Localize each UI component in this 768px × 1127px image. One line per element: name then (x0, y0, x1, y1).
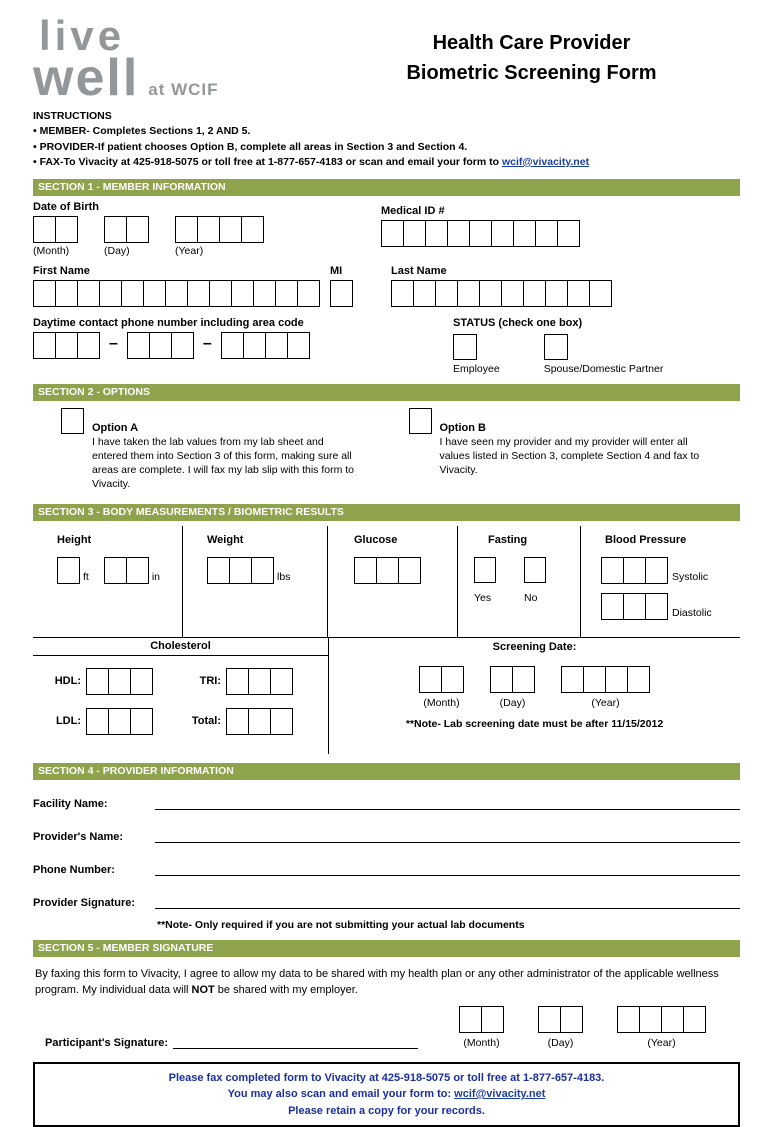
screening-year-label: (Year) (591, 696, 620, 709)
input-cell[interactable] (130, 668, 153, 695)
input-cell[interactable] (243, 332, 266, 359)
dob-day-group (104, 213, 149, 257)
instruction-fax (33, 155, 740, 170)
last-name-cells[interactable] (391, 280, 612, 307)
diastolic-label: Diastolic (672, 606, 712, 619)
height-column (33, 526, 183, 637)
weight-label: Weight (207, 533, 244, 546)
fasting-no-label: No (524, 591, 538, 604)
section2-content (33, 401, 740, 495)
input-cell[interactable] (108, 708, 131, 735)
logo-at-wcif: at WCIF (148, 79, 219, 99)
input-cell[interactable] (557, 220, 580, 247)
middle-initial-label: MI (330, 264, 343, 277)
member-day-cells[interactable] (538, 1006, 583, 1033)
section3-bar: SECTION 3 - BODY MEASUREMENTS / BIOMETRIC RESULTS (33, 504, 740, 521)
input-cell[interactable] (560, 1006, 583, 1033)
member-agreement-text (35, 966, 738, 999)
input-cell[interactable] (441, 666, 464, 693)
input-cell[interactable] (55, 216, 78, 243)
status-option-spouse (544, 334, 664, 375)
screening-day-cells[interactable] (490, 666, 535, 693)
option-a-text: I have taken the lab values from my lab sheet and entered them into Section 3 of this form, making sure all areas are complete. I will fax my lab slip with this form to Vivacity. (92, 435, 355, 491)
fasting-column (458, 526, 581, 637)
input-cell[interactable] (265, 332, 288, 359)
middle-initial-group (330, 265, 353, 309)
medical-id-cells[interactable] (381, 220, 580, 247)
weight-column (183, 526, 328, 637)
glucose-column (328, 526, 458, 637)
input-cell[interactable] (381, 220, 404, 247)
footer-retain-line: Please retain a copy for your records. (288, 1104, 485, 1117)
employee-label: Employee (453, 362, 500, 375)
input-cell[interactable] (270, 668, 293, 695)
logo-word-well: well (33, 48, 140, 107)
input-cell[interactable] (171, 332, 194, 359)
agreement-not: NOT (191, 984, 215, 997)
input-cell[interactable] (535, 220, 558, 247)
blood-pressure-label: Blood Pressure (605, 533, 687, 546)
middle-initial-cells[interactable] (330, 280, 353, 307)
input-cell[interactable] (86, 708, 109, 735)
input-cell[interactable] (253, 280, 276, 307)
dob-medical-row (33, 201, 740, 257)
screening-year-group (561, 663, 650, 709)
status-option-employee (453, 334, 500, 375)
input-cell[interactable] (270, 708, 293, 735)
form-title-line1: Health Care Provider (432, 32, 631, 54)
input-cell[interactable] (231, 280, 254, 307)
phone-number-label: Phone Number: (33, 863, 115, 876)
input-cell[interactable] (567, 280, 590, 307)
input-cell[interactable] (251, 557, 274, 584)
providers-name-line[interactable] (155, 831, 740, 843)
fasting-no-group (524, 557, 546, 604)
glucose-label: Glucose (354, 533, 398, 546)
input-cell[interactable] (99, 280, 122, 307)
first-name-cells[interactable] (33, 280, 320, 307)
fasting-yes-group (474, 557, 496, 604)
status-label: STATUS (check one box) (453, 316, 583, 329)
screening-date-note: **Note- Lab screening date must be after 11/15/2012 (405, 717, 664, 730)
input-cell[interactable] (126, 557, 149, 584)
tri-label: TRI: (199, 675, 221, 688)
hdl-label: HDL: (54, 675, 81, 688)
option-a-checkbox[interactable] (61, 408, 84, 434)
phone-prefix-cells[interactable] (127, 332, 194, 359)
input-cell[interactable] (561, 666, 584, 693)
provider-note: **Note- Only required if you are not submitting your actual lab documents (157, 918, 525, 931)
dob-month-group (33, 213, 78, 257)
member-month-cells[interactable] (459, 1006, 504, 1033)
input-cell[interactable] (55, 332, 78, 359)
input-cell[interactable] (287, 332, 310, 359)
cholesterol-label: Cholesterol (33, 638, 328, 656)
provider-signature-line[interactable] (155, 897, 740, 909)
phone-status-row (33, 317, 740, 375)
tri-cells[interactable] (226, 668, 293, 695)
input-cell[interactable] (219, 216, 242, 243)
member-day-group (538, 1003, 583, 1049)
ft-label: ft (83, 570, 89, 583)
employee-checkbox[interactable] (453, 334, 477, 360)
form-header (33, 10, 740, 107)
input-cell[interactable] (354, 557, 377, 584)
input-cell[interactable] (419, 666, 442, 693)
input-cell[interactable] (413, 280, 436, 307)
input-cell[interactable] (187, 280, 210, 307)
screening-date-label: Screening Date: (492, 640, 577, 653)
instruction-fax-text: • FAX-To Vivacity at 425-918-5075 or toll free at 1-877-657-4183 or scan and email your form to (33, 155, 502, 168)
dob-year-label: (Year) (175, 244, 204, 257)
diastolic-cells[interactable] (601, 593, 668, 620)
section1-bar: SECTION 1 - MEMBER INFORMATION (33, 179, 740, 196)
input-cell[interactable] (229, 557, 252, 584)
input-cell[interactable] (403, 220, 426, 247)
input-cell[interactable] (165, 280, 188, 307)
input-cell[interactable] (221, 332, 244, 359)
input-cell[interactable] (209, 280, 232, 307)
input-cell[interactable] (330, 280, 353, 307)
total-label: Total: (191, 715, 221, 728)
input-cell[interactable] (645, 593, 668, 620)
phone-dash: – (109, 334, 118, 352)
option-a-label: Option A (92, 421, 139, 434)
input-cell[interactable] (55, 280, 78, 307)
input-cell[interactable] (226, 708, 249, 735)
first-name-label: First Name (33, 264, 90, 277)
member-day-label: (Day) (547, 1036, 574, 1049)
in-label: in (151, 570, 161, 583)
section3-content (33, 526, 740, 754)
instructions (33, 109, 740, 170)
medical-id-group (381, 205, 580, 249)
option-b-text: I have seen my provider and my provider will enter all values listed in Section 3, complete Section 4 and fax to Vivacity. (439, 435, 700, 477)
screening-month-group (419, 663, 464, 709)
height-label: Height (57, 533, 92, 546)
first-name-group (33, 265, 320, 309)
fasting-no-checkbox[interactable] (524, 557, 546, 583)
livewell-logo (33, 10, 323, 107)
input-cell[interactable] (241, 216, 264, 243)
blood-pressure-column (581, 526, 740, 637)
input-cell[interactable] (77, 332, 100, 359)
input-cell[interactable] (108, 668, 131, 695)
screening-date-panel (329, 638, 740, 754)
screening-day-label: (Day) (499, 696, 526, 709)
cholesterol-panel (33, 638, 329, 754)
dob-year-group (175, 213, 264, 257)
member-year-label: (Year) (647, 1036, 676, 1049)
agreement-post: be shared with my employer. (214, 984, 358, 997)
input-cell[interactable] (86, 668, 109, 695)
input-cell[interactable] (623, 557, 646, 584)
input-cell[interactable] (623, 593, 646, 620)
input-cell[interactable] (469, 220, 492, 247)
participant-signature-line[interactable] (173, 1039, 418, 1049)
input-cell[interactable] (583, 666, 606, 693)
input-cell[interactable] (457, 280, 480, 307)
ldl-cells[interactable] (86, 708, 153, 735)
footer-email-link[interactable]: wcif@vivacity.net (454, 1088, 546, 1101)
provider-signature-label: Provider Signature: (33, 896, 136, 909)
logo-word-live: live (39, 12, 126, 59)
section4-bar: SECTION 4 - PROVIDER INFORMATION (33, 763, 740, 780)
section4-content (33, 780, 740, 931)
option-b-label: Option B (439, 421, 486, 434)
dob-month-cells[interactable] (33, 216, 78, 243)
phone-label: Daytime contact phone number including area code (33, 316, 304, 329)
glucose-cells[interactable] (354, 557, 421, 584)
input-cell[interactable] (297, 280, 320, 307)
input-cell[interactable] (175, 216, 198, 243)
input-cell[interactable] (645, 557, 668, 584)
dob-day-cells[interactable] (104, 216, 149, 243)
input-cell[interactable] (33, 216, 56, 243)
input-cell[interactable] (104, 557, 127, 584)
participant-signature-label: Participant's Signature: (45, 1036, 169, 1049)
fasting-yes-checkbox[interactable] (474, 557, 496, 583)
last-name-group (391, 265, 612, 309)
input-cell[interactable] (523, 280, 546, 307)
screening-month-cells[interactable] (419, 666, 464, 693)
section5-bar: SECTION 5 - MEMBER SIGNATURE (33, 940, 740, 957)
systolic-cells[interactable] (601, 557, 668, 584)
input-cell[interactable] (226, 668, 249, 695)
input-cell[interactable] (376, 557, 399, 584)
input-cell[interactable] (639, 1006, 662, 1033)
input-cell[interactable] (501, 280, 524, 307)
spouse-label: Spouse/Domestic Partner (543, 362, 664, 375)
form-title-line2: Biometric Screening Form (406, 62, 657, 84)
input-cell[interactable] (661, 1006, 684, 1033)
input-cell[interactable] (57, 557, 80, 584)
member-month-label: (Month) (463, 1036, 500, 1049)
section5-signature-row (33, 1003, 740, 1049)
input-cell[interactable] (601, 557, 624, 584)
dob-year-cells[interactable] (175, 216, 264, 243)
option-b-checkbox[interactable] (409, 408, 432, 434)
screening-month-label: (Month) (423, 696, 460, 709)
input-cell[interactable] (197, 216, 220, 243)
input-cell[interactable] (207, 557, 230, 584)
facility-name-line[interactable] (155, 798, 740, 810)
lbs-label: lbs (277, 570, 291, 583)
spouse-checkbox[interactable] (544, 334, 568, 360)
input-cell[interactable] (104, 216, 127, 243)
input-cell[interactable] (589, 280, 612, 307)
agreement-pre: By faxing this form to Vivacity, I agree to allow my data to be shared with my health plan or any other administrator of the applicable wellness program. My individual data will (35, 967, 719, 997)
input-cell[interactable] (391, 280, 414, 307)
input-cell[interactable] (275, 280, 298, 307)
names-row (33, 265, 740, 309)
input-cell[interactable] (425, 220, 448, 247)
footer-fax-line: Please fax completed form to Vivacity at 425-918-5075 or toll free at 1-877-657-4183. (168, 1071, 605, 1084)
phone-number-line[interactable] (155, 864, 740, 876)
input-cell[interactable] (33, 280, 56, 307)
option-a (33, 408, 387, 492)
status-block (381, 317, 740, 375)
input-cell[interactable] (481, 1006, 504, 1033)
ldl-label: LDL: (55, 715, 81, 728)
footer-email-text: You may also scan and email your form to: (227, 1088, 455, 1101)
input-cell[interactable] (77, 280, 100, 307)
height-ft-cells[interactable] (57, 557, 80, 584)
input-cell[interactable] (601, 593, 624, 620)
dob-label: Date of Birth (33, 200, 99, 213)
input-cell[interactable] (491, 220, 514, 247)
input-cell[interactable] (513, 220, 536, 247)
member-month-group (459, 1003, 504, 1049)
instruction-provider: • PROVIDER-If patient chooses Option B, complete all areas in Section 3 and Section 4. (33, 140, 468, 153)
input-cell[interactable] (490, 666, 513, 693)
phone-area-cells[interactable] (33, 332, 100, 359)
input-cell[interactable] (130, 708, 153, 735)
footer-email-line (43, 1086, 730, 1103)
input-cell[interactable] (127, 332, 150, 359)
input-cell[interactable] (538, 1006, 561, 1033)
input-cell[interactable] (248, 668, 271, 695)
section1-content (33, 196, 740, 375)
input-cell[interactable] (143, 280, 166, 307)
input-cell[interactable] (447, 220, 470, 247)
member-year-cells[interactable] (617, 1006, 706, 1033)
dob-day-label: (Day) (104, 244, 130, 257)
form-title (323, 10, 740, 103)
input-cell[interactable] (479, 280, 502, 307)
input-cell[interactable] (512, 666, 535, 693)
section2-bar: SECTION 2 - OPTIONS (33, 384, 740, 401)
fasting-label: Fasting (488, 533, 528, 546)
input-cell[interactable] (435, 280, 458, 307)
email-link[interactable]: wcif@vivacity.net (501, 155, 590, 168)
weight-cells[interactable] (207, 557, 274, 584)
fasting-yes-label: Yes (474, 591, 492, 604)
dob-month-label: (Month) (33, 244, 70, 257)
input-cell[interactable] (398, 557, 421, 584)
input-cell[interactable] (459, 1006, 482, 1033)
phone-line-cells[interactable] (221, 332, 310, 359)
input-cell[interactable] (683, 1006, 706, 1033)
screening-day-group (490, 663, 535, 709)
input-cell[interactable] (627, 666, 650, 693)
input-cell[interactable] (248, 708, 271, 735)
height-in-cells[interactable] (104, 557, 149, 584)
instructions-heading: INSTRUCTIONS (33, 110, 112, 123)
input-cell[interactable] (545, 280, 568, 307)
member-date-groups (459, 1003, 740, 1049)
member-year-group (617, 1003, 706, 1049)
input-cell[interactable] (149, 332, 172, 359)
input-cell[interactable] (126, 216, 149, 243)
hdl-cells[interactable] (86, 668, 153, 695)
total-cells[interactable] (226, 708, 293, 735)
facility-name-label: Facility Name: (33, 797, 108, 810)
input-cell[interactable] (33, 332, 56, 359)
input-cell[interactable] (605, 666, 628, 693)
providers-name-label: Provider's Name: (33, 830, 124, 843)
input-cell[interactable] (617, 1006, 640, 1033)
phone-dash: – (202, 334, 212, 352)
input-cell[interactable] (121, 280, 144, 307)
medical-id-label: Medical ID # (381, 204, 445, 217)
option-b (387, 408, 741, 492)
footer-notice (33, 1062, 740, 1127)
last-name-label: Last Name (391, 264, 447, 277)
systolic-label: Systolic (672, 570, 709, 583)
instruction-member: • MEMBER- Completes Sections 1, 2 AND 5. (33, 125, 251, 138)
screening-year-cells[interactable] (561, 666, 650, 693)
